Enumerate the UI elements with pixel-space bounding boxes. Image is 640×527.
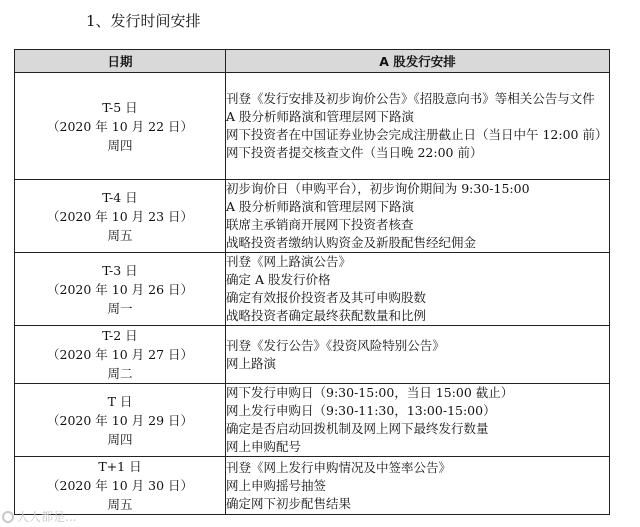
arrangement-cell: [226, 73, 610, 180]
trade-day: T-3 日: [102, 262, 138, 278]
trade-day: T+1 日: [98, 459, 142, 474]
arrangement-item: 联席主承销商开展网下投资者核查: [226, 217, 414, 232]
date-cell: [15, 457, 226, 515]
arrangement-item: 刊登《发行公告》《投资风险特别公告》: [226, 337, 445, 353]
arrangement-item: 刊登《网上发行申购情况及中签率公告》: [226, 459, 452, 475]
trade-day: T-4 日: [102, 189, 138, 205]
date-cell: [15, 384, 226, 457]
weekday: 周四: [107, 137, 133, 153]
header-arrangement: A 股发行安排: [226, 50, 610, 73]
arrangement-item: 确定有效报价投资者及其可申购股数: [226, 290, 427, 305]
arrangement-item: 网下投资者提交核查文件（当日晚 22:00 前）: [226, 145, 483, 160]
arrangement-cell: [226, 384, 610, 457]
table-row: [15, 73, 610, 180]
weekday: 周四: [107, 431, 133, 447]
arrangement-item: 网上申购摇号抽签: [226, 477, 327, 493]
issuance-schedule-table: [14, 49, 610, 515]
arrangement-item: 网上路演: [226, 355, 277, 371]
arrangement-item: 确定是否启动回拨机制及网上网下最终发行数量: [226, 421, 489, 436]
arrangement-item: 战略投资者缴纳认购资金及新股配售经纪佣金: [226, 235, 477, 250]
calendar-date: （2020 年 10 月 26 日）: [47, 281, 193, 297]
arrangement-item: 刊登《网上路演公告》: [226, 254, 352, 269]
weekday: 周五: [107, 227, 133, 243]
arrangement-item: 网上申购配号: [226, 439, 302, 454]
calendar-date: （2020 年 10 月 29 日）: [47, 412, 193, 428]
header-date: 日期: [15, 50, 226, 73]
arrangement-cell: [226, 457, 610, 515]
weekday: 周二: [107, 366, 133, 381]
arrangement-item: 网下发行申购日（9:30-15:00，当日 15:00 截止）: [226, 385, 514, 400]
logo-icon: [2, 511, 14, 523]
arrangement-item: 网上发行申购日（9:30-11:30，13:00-15:00）: [226, 403, 496, 418]
arrangement-cell: [226, 180, 610, 253]
trade-day: T-2 日: [102, 328, 138, 343]
watermark: [2, 508, 76, 525]
arrangement-item: A 股分析师路演和管理层网下路演: [226, 109, 415, 124]
table-row: [15, 326, 610, 384]
arrangement-item: 刊登《发行安排及初步询价公告》《招股意向书》等相关公告与文件: [226, 91, 595, 106]
arrangement-item: 初步询价日（申购平台），初步询价期间为 9:30-15:00: [226, 181, 530, 196]
calendar-date: （2020 年 10 月 27 日）: [47, 347, 193, 362]
calendar-date: （2020 年 10 月 30 日）: [47, 478, 193, 493]
trade-day: T 日: [107, 393, 133, 409]
trade-day: T-5 日: [102, 99, 138, 115]
arrangement-item: 网下投资者在中国证券业协会完成注册截止日（当日中午 12:00 前）: [226, 127, 608, 142]
table-row: [15, 457, 610, 515]
arrangement-item: 战略投资者确定最终获配数量和比例: [226, 308, 427, 323]
table-row: [15, 180, 610, 253]
date-cell: [15, 326, 226, 384]
date-cell: [15, 253, 226, 326]
watermark-text: 人人都是...: [17, 510, 77, 524]
calendar-date: （2020 年 10 月 22 日）: [47, 118, 193, 134]
weekday: 周五: [107, 497, 133, 512]
table-row: [15, 253, 610, 326]
date-cell: [15, 180, 226, 253]
weekday: 周一: [107, 300, 133, 316]
table-row: [15, 384, 610, 457]
arrangement-item: 确定网下初步配售结果: [226, 495, 352, 511]
date-cell: [15, 73, 226, 180]
arrangement-cell: [226, 326, 610, 384]
table-header-row: [15, 50, 610, 73]
arrangement-item: 确定 A 股发行价格: [226, 272, 331, 287]
calendar-date: （2020 年 10 月 23 日）: [47, 208, 193, 224]
arrangement-cell: [226, 253, 610, 326]
section-heading: 1、发行时间安排: [86, 12, 201, 30]
arrangement-item: A 股分析师路演和管理层网下路演: [226, 199, 415, 214]
